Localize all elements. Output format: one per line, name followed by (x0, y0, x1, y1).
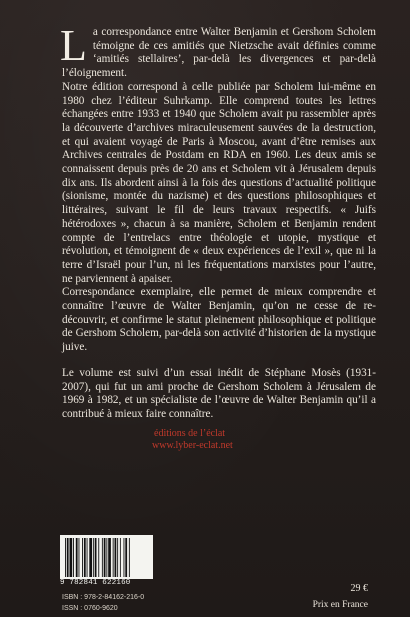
isbn-label: ISBN : 978-2-84162-216-0 (62, 594, 145, 601)
drop-cap: L (60, 21, 87, 70)
barcode-bar (106, 538, 107, 577)
barcode-bars (60, 535, 153, 579)
paragraph-intro (60, 21, 376, 81)
paragraph-essay: Le volume est suivi d’un essai inédit de Stéphane Mosès (1931-2007), qui fut un ami proche de Gershom Scholem à Jérusalem de 1969 à 1982, et un spécialiste de l’œuvre de Walter Benjamin qu’il a contribué à mieux faire connaître. (62, 366, 376, 420)
paragraph-edition: Notre édition correspond à celle publiée par Scholem lui-même en 1980 chez l’éditeur Suhrkamp. Elle comprend toutes les lettres échangées entre 1933 et 1940 que Scholem avait pu rassembler après la découverte d’archives miraculeusement sauvées de la destruction, et qui avaient voyagé de Paris à Moscou, avant d’être remises aux Archives centrales de Postdam en RDA en 1960. Les deux amis se connaissent depuis près de 20 ans et Scholem vit à Jérusalem depuis dix ans. Ils abordent ainsi à la fois des questions d’actualité politique (sionisme, montée du nazisme) et des questions philosophiques et littéraires, suivant le fil de leurs travaux respectifs. « Juifs hétérodoxes », chacun à sa manière, Scholem et Benjamin rendent compte de l’entrelacs entre théologie et utopie, mystique et révolution, et témoignent de « deux expériences de l’exil », que ni la terre d’Israël pour l’un, ni les fréquentations marxistes pour l’autre, ne parviennent à apaiser. (62, 80, 376, 285)
barcode-bar (102, 538, 103, 577)
barcode-bar (104, 538, 106, 577)
barcode-bar (70, 538, 73, 577)
barcode-bar (89, 538, 92, 577)
barcode-digits: 9 782841 622160 (60, 579, 131, 587)
barcode-bar (124, 538, 125, 577)
barcode-bar (87, 538, 88, 577)
barcode-bar (115, 538, 117, 577)
barcode-bar (95, 538, 97, 577)
barcode-bar (82, 538, 83, 577)
barcode-bar (67, 538, 69, 577)
barcode-bar (79, 538, 80, 577)
barcode-bar (108, 538, 111, 577)
issn-label: ISSN : 0760-9620 (62, 605, 118, 612)
barcode-bar (129, 538, 130, 577)
price-note: Prix en France (312, 600, 368, 610)
price: 29 € (350, 583, 368, 594)
barcode-bar (125, 538, 127, 577)
paragraph-exemplary: Correspondance exemplaire, elle permet de mieux comprendre et connaître l’œuvre de Walter Benjamin, qu’on ne cesse de re-découvrir, et confirme le statut pleinement philosophique et politique de Gershom Scholem, par-delà son activité d’historien de la mystique juive. (62, 286, 376, 354)
barcode (60, 535, 153, 579)
barcode-bar (120, 538, 121, 577)
barcode-bar (65, 538, 66, 577)
barcode-bar (76, 538, 78, 577)
publisher-url[interactable]: www.lyber-eclat.net (152, 440, 233, 451)
barcode-bar (84, 538, 86, 577)
paragraph-intro-text: a correspondance entre Walter Benjamin et Gershom Scholem témoigne de ces amitiés que Nietzsche avait définies comme ‘amitiés stellaires’, par-delà les divergences et par-delà l’éloignement. (62, 26, 376, 80)
back-cover-text (60, 21, 376, 422)
barcode-bar (93, 538, 94, 577)
publisher-name: éditions de l’éclat (154, 428, 226, 439)
barcode-bar (117, 538, 118, 577)
barcode-bar (113, 538, 114, 577)
barcode-bar (73, 538, 74, 577)
barcode-bar (98, 538, 99, 577)
